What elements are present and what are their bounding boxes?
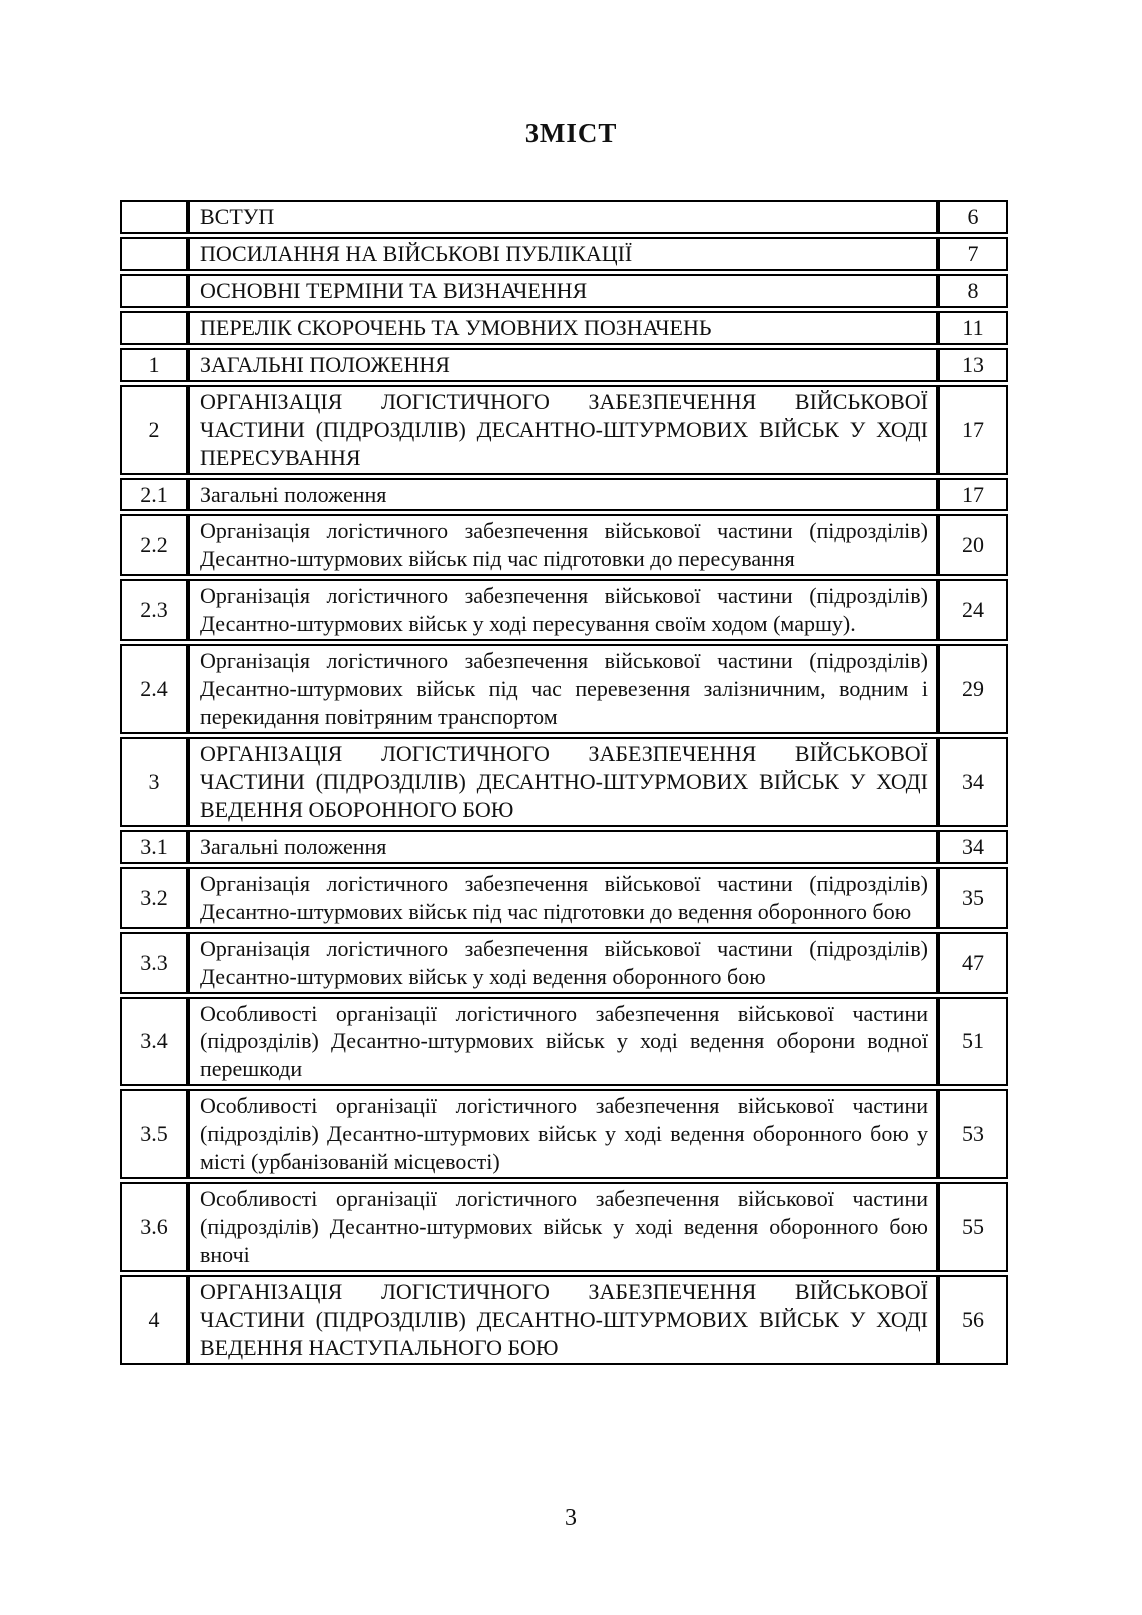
toc-row <box>120 579 1008 641</box>
toc-row-page: 8 <box>938 274 1008 308</box>
toc-table-body <box>120 200 1008 1365</box>
toc-table <box>120 197 1008 1368</box>
toc-row-number <box>120 237 188 271</box>
toc-row-number: 3.3 <box>120 932 188 994</box>
toc-row-title: Організація логістичного забезпечення військової частини (підрозділів) Десантно-штурмових військ під час перевезення залізничним, водним і перекидання повітряним транспортом <box>188 644 938 734</box>
toc-row <box>120 478 1008 512</box>
toc-row-title: Організація логістичного забезпечення військової частини (підрозділів) Десантно-штурмових військ у ході пересування своїм ходом (маршу). <box>188 579 938 641</box>
toc-row-page: 51 <box>938 997 1008 1087</box>
toc-row-number: 4 <box>120 1275 188 1365</box>
toc-row-title: Організація логістичного забезпечення військової частини (підрозділів) Десантно-штурмових військ під час підготовки до пересування <box>188 514 938 576</box>
toc-row <box>120 1089 1008 1179</box>
toc-row <box>120 867 1008 929</box>
toc-row <box>120 644 1008 734</box>
toc-row-title: ВСТУП <box>188 200 938 234</box>
page-title: ЗМІСТ <box>524 118 618 148</box>
toc-row-number: 2.2 <box>120 514 188 576</box>
toc-row-number: 2.1 <box>120 478 188 512</box>
toc-row-page: 56 <box>938 1275 1008 1365</box>
toc-row-number: 3.2 <box>120 867 188 929</box>
toc-row <box>120 1182 1008 1272</box>
toc-row-page: 7 <box>938 237 1008 271</box>
toc-row <box>120 348 1008 382</box>
toc-row-page: 17 <box>938 385 1008 475</box>
toc-row-number: 3.4 <box>120 997 188 1087</box>
toc-row-number <box>120 274 188 308</box>
toc-row <box>120 200 1008 234</box>
toc-row-number: 3.5 <box>120 1089 188 1179</box>
toc-row <box>120 830 1008 864</box>
toc-row-page: 53 <box>938 1089 1008 1179</box>
toc-row-page: 47 <box>938 932 1008 994</box>
toc-row-number: 2 <box>120 385 188 475</box>
toc-row-page: 17 <box>938 478 1008 512</box>
toc-row-page: 20 <box>938 514 1008 576</box>
toc-row-title: Організація логістичного забезпечення військової частини (підрозділів) Десантно-штурмових військ під час підготовки до ведення оборонного бою <box>188 867 938 929</box>
toc-row-title: ОРГАНІЗАЦІЯ ЛОГІСТИЧНОГО ЗАБЕЗПЕЧЕННЯ ВІЙСЬКОВОЇ ЧАСТИНИ (ПІДРОЗДІЛІВ) ДЕСАНТНО-ШТУРМОВИХ ВІЙСЬК У ХОДІ ВЕДЕННЯ ОБОРОННОГО БОЮ <box>188 737 938 827</box>
toc-row-title: Особливості організації логістичного забезпечення військової частини (підрозділів) Десантно-штурмових військ у ході ведення оборонного бою у місті (урбанізованій місцевості) <box>188 1089 938 1179</box>
toc-row-title: Загальні положення <box>188 478 938 512</box>
toc-row-number: 1 <box>120 348 188 382</box>
toc-row-page: 55 <box>938 1182 1008 1272</box>
toc-row <box>120 385 1008 475</box>
toc-row-number <box>120 311 188 345</box>
footer-page-number: 3 <box>565 1505 577 1531</box>
toc-row-title: ОРГАНІЗАЦІЯ ЛОГІСТИЧНОГО ЗАБЕЗПЕЧЕННЯ ВІЙСЬКОВОЇ ЧАСТИНИ (ПІДРОЗДІЛІВ) ДЕСАНТНО-ШТУРМОВИХ ВІЙСЬК У ХОДІ ВЕДЕННЯ НАСТУПАЛЬНОГО БОЮ <box>188 1275 938 1365</box>
toc-row-page: 11 <box>938 311 1008 345</box>
toc-row-number: 3 <box>120 737 188 827</box>
toc-row-page: 29 <box>938 644 1008 734</box>
toc-row <box>120 514 1008 576</box>
toc-row-title: Організація логістичного забезпечення військової частини (підрозділів) Десантно-штурмових військ у ході ведення оборонного бою <box>188 932 938 994</box>
toc-row-title: ЗАГАЛЬНІ ПОЛОЖЕННЯ <box>188 348 938 382</box>
toc-row <box>120 997 1008 1087</box>
toc-row-title: Особливості організації логістичного забезпечення військової частини (підрозділів) Десантно-штурмових військ у ході ведення оборонного бою вночі <box>188 1182 938 1272</box>
toc-row-title: Загальні положення <box>188 830 938 864</box>
toc-row-page: 34 <box>938 830 1008 864</box>
toc-row-page: 34 <box>938 737 1008 827</box>
toc-row <box>120 274 1008 308</box>
toc-row-number: 2.3 <box>120 579 188 641</box>
toc-row <box>120 311 1008 345</box>
toc-row-title: ОРГАНІЗАЦІЯ ЛОГІСТИЧНОГО ЗАБЕЗПЕЧЕННЯ ВІЙСЬКОВОЇ ЧАСТИНИ (ПІДРОЗДІЛІВ) ДЕСАНТНО-ШТУРМОВИХ ВІЙСЬК У ХОДІ ПЕРЕСУВАННЯ <box>188 385 938 475</box>
toc-row-page: 24 <box>938 579 1008 641</box>
toc-row-title: ПОСИЛАННЯ НА ВІЙСЬКОВІ ПУБЛІКАЦІЇ <box>188 237 938 271</box>
toc-row-page: 13 <box>938 348 1008 382</box>
toc-row-title: ОСНОВНІ ТЕРМІНИ ТА ВИЗНАЧЕННЯ <box>188 274 938 308</box>
toc-row-title: Особливості організації логістичного забезпечення військової частини (підрозділів) Десантно-штурмових військ у ході ведення оборони водної перешкоди <box>188 997 938 1087</box>
toc-row <box>120 237 1008 271</box>
toc-row <box>120 932 1008 994</box>
toc-row-page: 6 <box>938 200 1008 234</box>
toc-row-number: 2.4 <box>120 644 188 734</box>
toc-row-title: ПЕРЕЛІК СКОРОЧЕНЬ ТА УМОВНИХ ПОЗНАЧЕНЬ <box>188 311 938 345</box>
toc-row <box>120 737 1008 827</box>
toc-row-page: 35 <box>938 867 1008 929</box>
toc-row-number: 3.6 <box>120 1182 188 1272</box>
toc-row-number: 3.1 <box>120 830 188 864</box>
toc-row-number <box>120 200 188 234</box>
toc-row <box>120 1275 1008 1365</box>
